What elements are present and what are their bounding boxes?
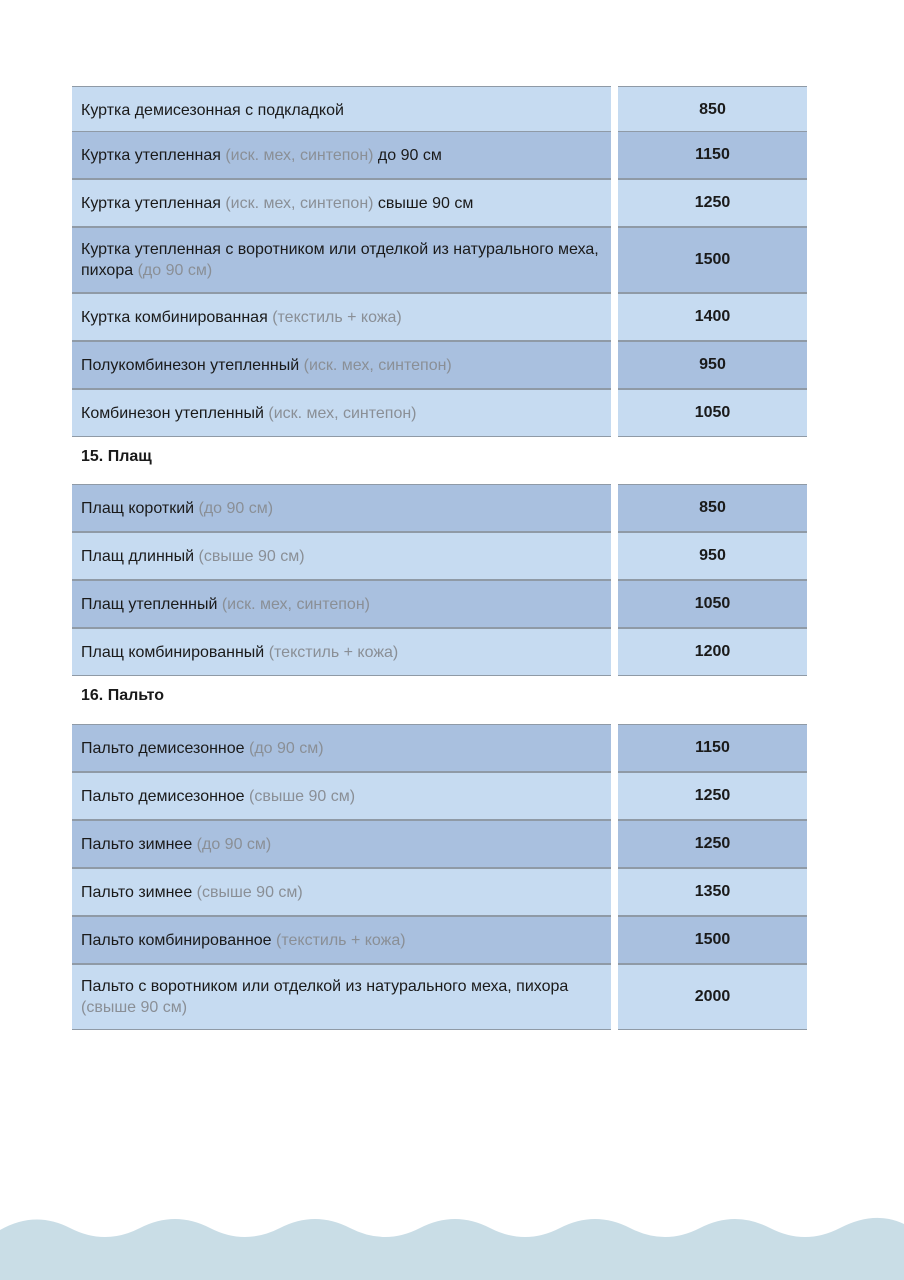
- item-price: 1150: [618, 131, 807, 179]
- item-note: (свыше 90 см): [198, 547, 305, 565]
- decorative-waves: [0, 1210, 904, 1280]
- item-name-cell: [72, 628, 611, 676]
- item-name: Полукомбинезон утепленный: [81, 356, 304, 374]
- item-name: Пальто с воротником или отделкой из натурального меха, пихора: [81, 978, 569, 995]
- item-description: [81, 498, 273, 519]
- section-title: 16. Пальто: [81, 687, 165, 704]
- item-note: (до 90 см): [198, 499, 274, 517]
- item-name-cell: [72, 724, 611, 772]
- item-suffix: свыше 90 см: [373, 194, 474, 212]
- item-name-cell: [72, 964, 611, 1030]
- item-name-cell: [72, 580, 611, 628]
- item-name-cell: [72, 227, 611, 293]
- item-description: [81, 546, 305, 567]
- item-name: Плащ короткий: [81, 499, 199, 517]
- item-description: [81, 930, 406, 951]
- item-name-cell: [72, 293, 611, 341]
- table-row: [72, 724, 807, 772]
- item-description: [81, 642, 398, 663]
- item-description: [81, 403, 417, 424]
- item-price: 1400: [618, 293, 807, 341]
- item-name: Куртка утепленная: [81, 194, 226, 212]
- item-price: 1250: [618, 772, 807, 820]
- table-row: [72, 389, 807, 437]
- table-row: [72, 772, 807, 820]
- item-price: 1150: [618, 724, 807, 772]
- item-name: Пальто демисезонное: [81, 739, 249, 757]
- item-description: [81, 239, 602, 281]
- item-name: Куртка комбинированная: [81, 308, 273, 326]
- item-description: [81, 786, 355, 807]
- item-name: Пальто зимнее: [81, 835, 197, 853]
- item-note: (иск. мех, синтепон): [221, 595, 370, 613]
- item-description: [81, 738, 324, 759]
- table-row: [72, 179, 807, 227]
- table-row: [72, 820, 807, 868]
- item-description: [81, 100, 344, 121]
- item-name: Плащ комбинированный: [81, 643, 269, 661]
- item-note: (иск. мех, синтепон): [225, 194, 374, 212]
- item-name-cell: [72, 772, 611, 820]
- item-suffix: до 90 см: [373, 146, 442, 164]
- item-note: (иск. мех, синтепон): [268, 404, 417, 422]
- item-price: 1200: [618, 628, 807, 676]
- table-row: [72, 964, 807, 1030]
- item-name: Комбинезон утепленный: [81, 404, 269, 422]
- item-price: 950: [618, 532, 807, 580]
- item-description: [81, 594, 370, 615]
- item-note: (до 90 см): [249, 739, 324, 757]
- table-row: [72, 580, 807, 628]
- item-name: Пальто зимнее: [81, 883, 197, 901]
- item-name-cell: [72, 916, 611, 964]
- item-description: [81, 307, 402, 328]
- item-name: Куртка утепленная с воротником или отделкой из натурального меха, пихора: [81, 241, 599, 279]
- item-price: 1250: [618, 179, 807, 227]
- item-note: (свыше 90 см): [249, 787, 356, 805]
- item-price: 1050: [618, 580, 807, 628]
- item-note: (свыше 90 см): [196, 883, 303, 901]
- table-row: [72, 227, 807, 293]
- item-name-cell: [72, 86, 611, 134]
- item-note: (до 90 см): [196, 835, 272, 853]
- item-price: 2000: [618, 964, 807, 1030]
- item-note: (до 90 см): [137, 262, 213, 279]
- item-name-cell: [72, 389, 611, 437]
- item-description: [81, 193, 473, 214]
- item-name-cell: [72, 820, 611, 868]
- item-description: [81, 882, 303, 903]
- item-note: (текстиль + кожа): [276, 931, 406, 949]
- item-name-cell: [72, 131, 611, 179]
- table-row: [72, 341, 807, 389]
- item-note: (текстиль + кожа): [268, 643, 399, 661]
- table-row: [72, 916, 807, 964]
- section-title: 15. Плащ: [81, 448, 152, 465]
- item-name-cell: [72, 532, 611, 580]
- table-row: [72, 868, 807, 916]
- wave-shape: [0, 1218, 904, 1280]
- item-name-cell: [72, 868, 611, 916]
- table-row: [72, 86, 807, 134]
- item-price: 1250: [618, 820, 807, 868]
- item-name: Куртка утепленная: [81, 146, 226, 164]
- table-row: [72, 131, 807, 179]
- item-description: [81, 834, 271, 855]
- item-name-cell: [72, 179, 611, 227]
- item-name: Плащ длинный: [81, 547, 199, 565]
- table-row: [72, 293, 807, 341]
- item-note: (текстиль + кожа): [272, 308, 402, 326]
- table-row: [72, 628, 807, 676]
- item-price: 1050: [618, 389, 807, 437]
- item-name-cell: [72, 484, 611, 532]
- item-price: 1350: [618, 868, 807, 916]
- item-note: (иск. мех, синтепон): [225, 146, 374, 164]
- item-price: 950: [618, 341, 807, 389]
- item-name: Пальто комбинированное: [81, 931, 277, 949]
- item-name: Куртка демисезонная с подкладкой: [81, 101, 344, 119]
- item-name-cell: [72, 341, 611, 389]
- item-price: 1500: [618, 916, 807, 964]
- item-note: (свыше 90 см): [81, 999, 188, 1016]
- item-description: [81, 355, 452, 376]
- item-price: 850: [618, 86, 807, 134]
- table-row: [72, 532, 807, 580]
- item-description: [81, 976, 602, 1018]
- item-price: 850: [618, 484, 807, 532]
- item-description: [81, 145, 442, 166]
- item-price: 1500: [618, 227, 807, 293]
- item-note: (иск. мех, синтепон): [303, 356, 452, 374]
- item-name: Плащ утепленный: [81, 595, 222, 613]
- table-row: [72, 484, 807, 532]
- item-name: Пальто демисезонное: [81, 787, 249, 805]
